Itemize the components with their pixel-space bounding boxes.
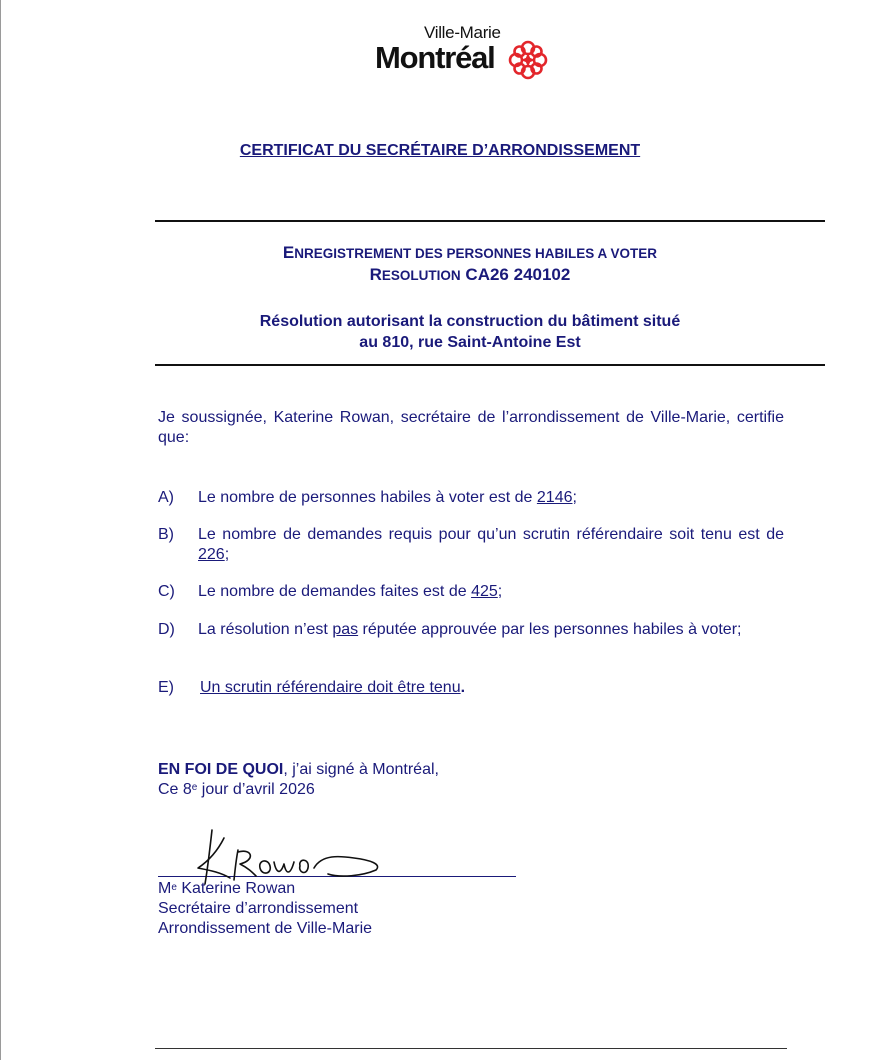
item-label: C): [158, 583, 175, 600]
heading-initial-1: E: [282, 243, 295, 262]
item-text: Un scrutin référendaire doit être tenu.: [200, 679, 466, 696]
logo-borough: Ville-Marie: [424, 23, 501, 42]
negation-word: pas: [332, 621, 359, 638]
requests-made-count: 425: [471, 583, 498, 600]
resolution-description-line-2: au 810, rue Saint-Antoine Est: [359, 334, 581, 351]
intro-paragraph: Je soussignée, Katerine Rowan, secrétaire de l’arrondissement de Ville-Marie, certifie que:: [158, 409, 784, 446]
heading-line-1: [0, 243, 880, 263]
referendum-statement: Un scrutin référendaire doit être tenu: [200, 679, 461, 696]
rosette-logo-icon: [507, 39, 549, 81]
item-text: Le nombre de demandes requis pour qu’un scrutin référendaire soit tenu est de 226;: [198, 526, 784, 563]
heading-initial-2: R: [369, 265, 382, 284]
resolution-description-line-1: Résolution autorisant la construction du bâtiment situé: [259, 313, 681, 330]
item-label: D): [158, 621, 175, 638]
heading-rest-2: ESOLUTION: [381, 268, 461, 283]
heading-line-2: [0, 265, 880, 285]
logo-city: Montréal: [375, 40, 495, 75]
required-requests-count: 226: [198, 546, 225, 563]
divider-top: [155, 220, 825, 222]
signer-name: Me Katerine Rowan: [158, 880, 296, 897]
eligible-voters-count: 2146: [536, 489, 573, 506]
closing-lead: EN FOI DE QUOI: [158, 761, 284, 778]
montreal-logo: [370, 20, 560, 80]
resolution-description: [0, 311, 880, 353]
heading-rest-1: NREGISTREMENT DES PERSONNES HABILES A VOTER: [294, 246, 658, 261]
item-text: Le nombre de demandes faites est de 425;: [198, 583, 503, 600]
resolution-number: CA26 240102: [465, 265, 571, 284]
closing-rest: , j’ai signé à Montréal,: [283, 761, 439, 778]
footer-divider: [155, 1048, 787, 1049]
signing-date: Ce 8e jour d’avril 2026: [158, 781, 315, 798]
item-label: A): [158, 489, 174, 506]
closing-statement: [158, 760, 439, 800]
item-text: Le nombre de personnes habiles à voter est de 2146;: [198, 489, 577, 506]
divider-middle: [155, 364, 825, 366]
certificate-title: CERTIFICAT DU SECRÉTAIRE D’ARRONDISSEMENT: [239, 142, 641, 159]
signer-borough: Arrondissement de Ville-Marie: [158, 920, 373, 937]
item-label: B): [158, 526, 174, 543]
item-text: La résolution n’est pas réputée approuvée par les personnes habiles à voter;: [198, 621, 742, 638]
signer-block: [158, 879, 372, 939]
item-label: E): [158, 679, 174, 696]
signer-role: Secrétaire d’arrondissement: [158, 900, 359, 917]
